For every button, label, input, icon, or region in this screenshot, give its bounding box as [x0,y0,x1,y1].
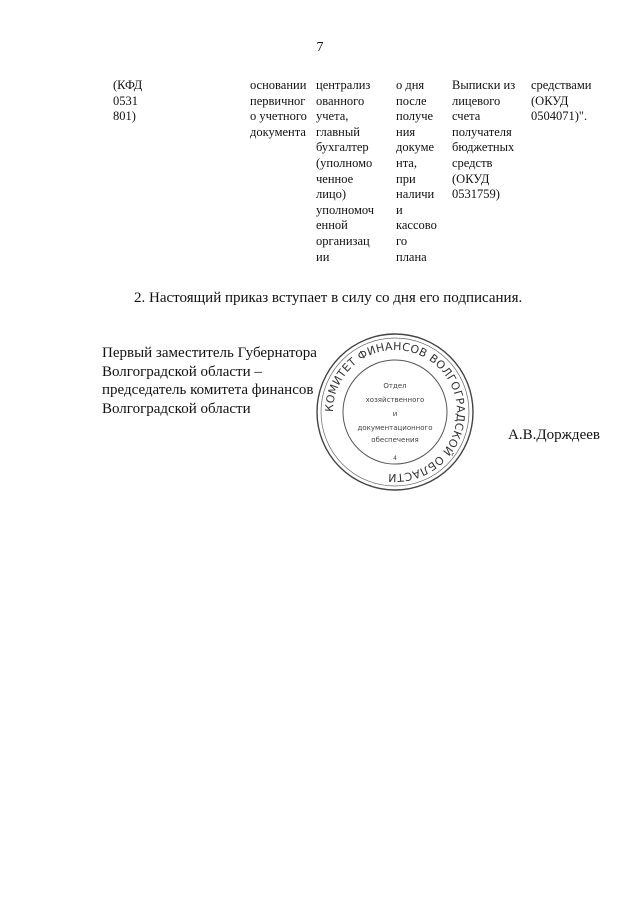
stamp-line-6: 4 [393,455,397,462]
table-cell-document: Выписки из лицевого счета получателя бюджетных средств (ОКУД 0531759) [452,78,516,202]
signatory-title: Первый заместитель Губернатора Волгоградской области – председатель комитета финансов Волгоградской области [102,345,317,417]
signer-name: А.В.Дорждеев [508,427,600,443]
stamp-line-2: хозяйственного [365,396,425,404]
table-cell-responsible: централиз ованного учета, главный бухгалтер (уполномо ченное лицо) уполномоч енной организац ии [316,78,375,264]
paragraph-2: 2. Настоящий приказ вступает в силу со дня его подписания. [134,290,523,306]
official-seal [313,330,477,494]
stamp-line-5: обеспечения [371,436,419,444]
page-number: 7 [316,40,324,55]
table-cell-means: средствами (ОКУД 0504071)". [531,78,592,124]
stamp-line-4: документационного [357,424,433,432]
table-cell-form-code: (КФД 0531 801) [113,78,143,124]
stamp-line-3: и [392,410,398,418]
table-cell-basis: основании первичног о учетного документа [250,78,307,139]
stamp-line-1: Отдел [383,382,407,390]
stamp-ring-text: КОМИТЕТ ФИНАНСОВ ВОЛГОГРАДСКОЙ ОБЛАСТИ [322,339,468,485]
table-cell-deadline: о дня после получе ния докуме нта, при наличи и кассово го плана [396,78,437,264]
